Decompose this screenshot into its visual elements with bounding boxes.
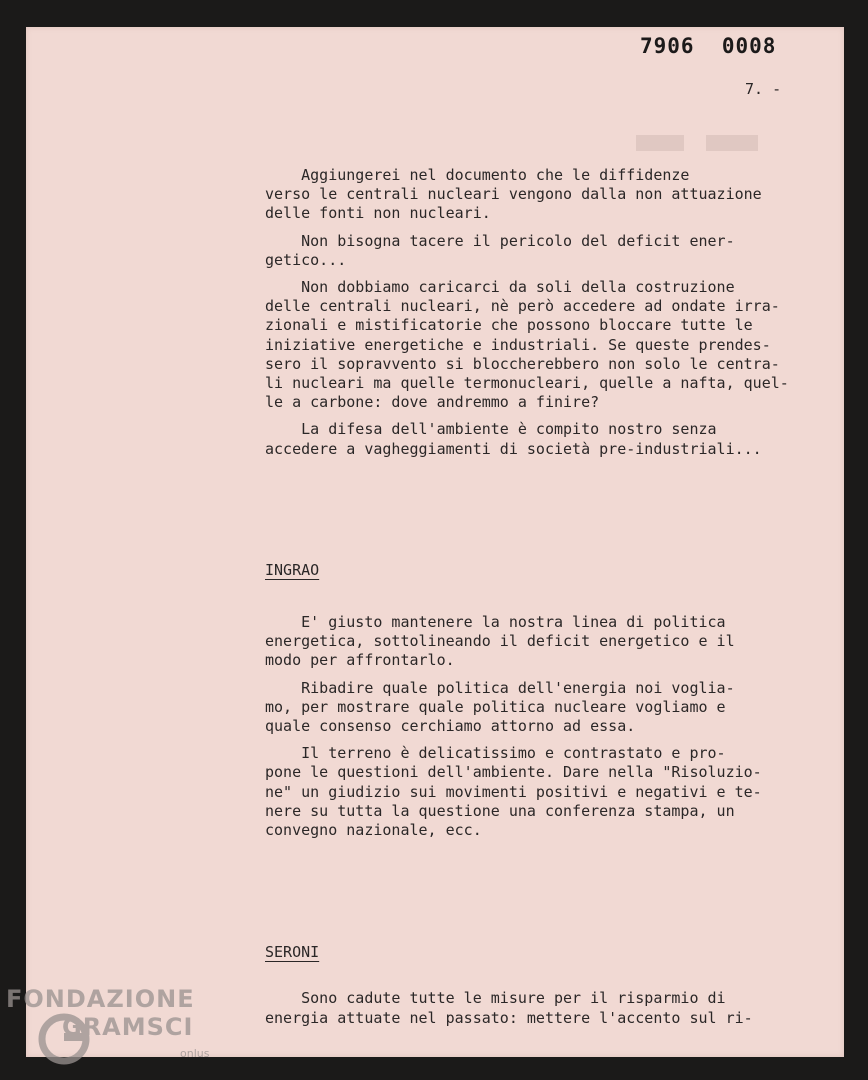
paragraph: Aggiungerei nel documento che le diffidenze verso le centrali nucleari vengono dalla non attuazione delle fonti non nucleari. (265, 166, 762, 223)
page-number: 7. - (745, 80, 782, 98)
watermark-line-3: onlus (180, 1047, 210, 1060)
paragraph: Non dobbiamo caricarci da soli della costruzione delle centrali nucleari, nè però accedere ad ondate irra- zionali e mistificatorie che possono bloccare tutte le iniziative energetiche e industriali. Se queste prendes- sero il sopravvento si bloccherebbero non solo le centra- li nucleari ma quelle termonucleari, quelle a nafta, quel- le a carbone: dove andremmo a finire? (265, 278, 789, 412)
watermark-line-1: FONDAZIONE (6, 985, 195, 1013)
speaker-name-ingrao: INGRAO (265, 560, 320, 579)
paragraph: Il terreno è delicatissimo e contrastato e pro- pone le questioni dell'ambiente. Dare nella "Risoluzio- ne" un giudizio sui movimenti positivi e negativi e te- nere su tutta la questione una conferenza stampa, un convegno nazionale, ecc. (265, 744, 762, 840)
archive-reference-number: 7906 0008 (640, 34, 777, 58)
paragraph: Sono cadute tutte le misure per il risparmio di energia attuate nel passato: mettere l'accento sul ri- (265, 989, 753, 1027)
paragraph: Non bisogna tacere il pericolo del deficit ener- getico... (265, 231, 735, 269)
speaker-name-seroni: SERONI (265, 943, 320, 962)
watermark-line-2: GRAMSCI (62, 1013, 194, 1041)
paragraph: Ribadire quale politica dell'energia noi voglia- mo, per mostrare quale politica nucleare vogliamo e quale consenso cerchiamo attorno ad essa. (265, 678, 735, 736)
paragraph: E' giusto mantenere la nostra linea di politica energetica, sottolineando il deficit energetico e il modo per affrontarlo. (265, 613, 735, 670)
paragraph: La difesa dell'ambiente è compito nostro senza accedere a vagheggiamenti di società pre-industriali... (265, 420, 762, 458)
fondazione-gramsci-watermark (4, 985, 224, 1075)
document-body (265, 166, 825, 1028)
